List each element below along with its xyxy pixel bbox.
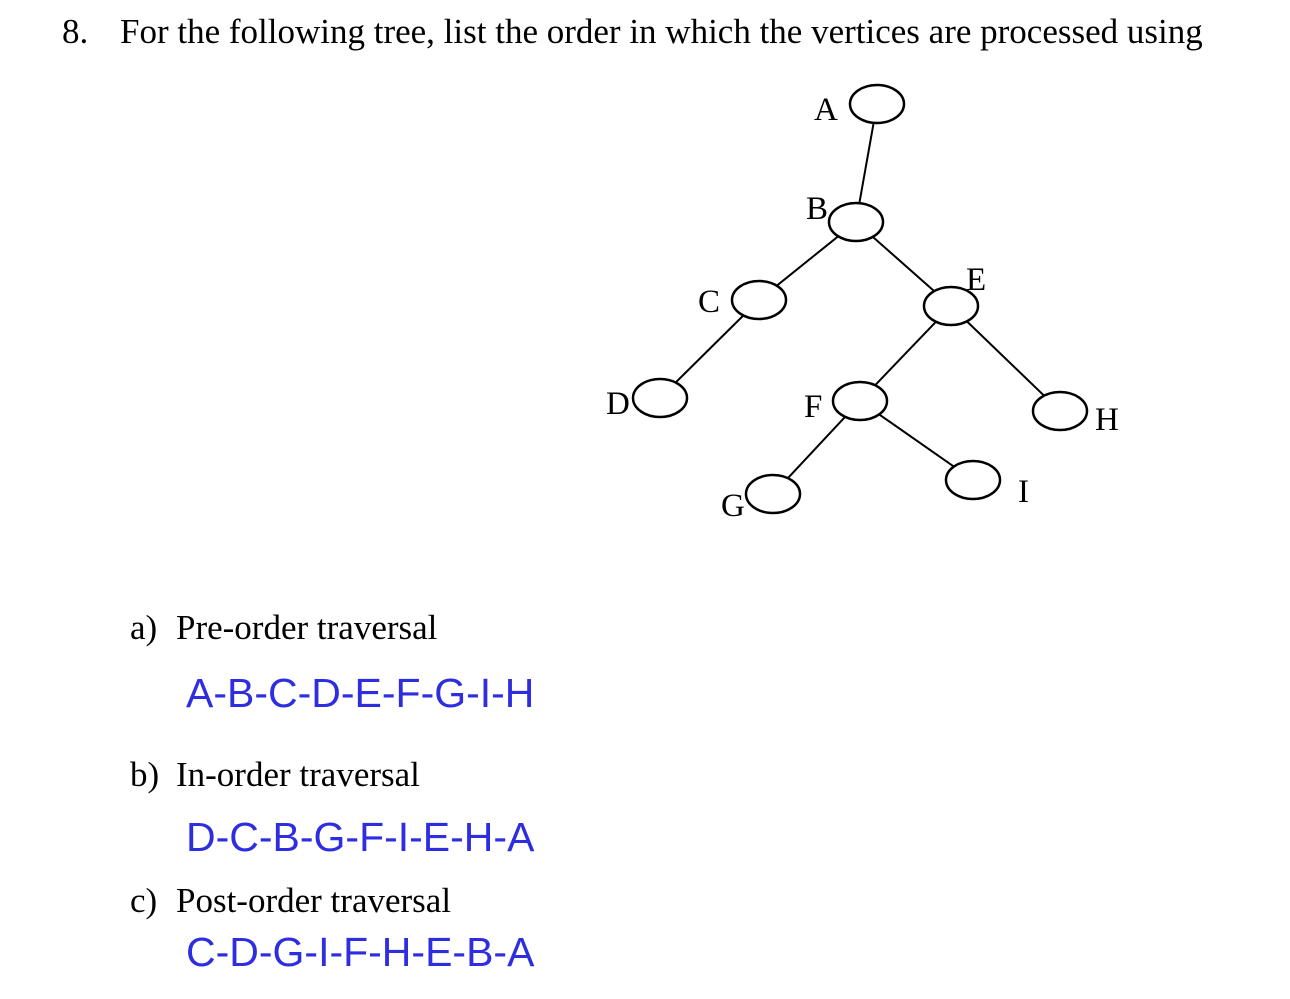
node-label-i: I <box>1018 474 1029 510</box>
part-a-text: Pre-order traversal <box>176 608 438 647</box>
edge-e-h <box>967 321 1044 395</box>
node-label-h: H <box>1095 402 1119 438</box>
edge-f-i <box>879 414 954 466</box>
question-text: For the following tree, list the order in which the vertices are processed using <box>120 12 1203 51</box>
part-c-text: Post-order traversal <box>176 881 452 920</box>
edge-a-b <box>859 123 873 203</box>
part-c-letter: c) <box>130 881 158 920</box>
node-i <box>946 461 1000 499</box>
edge-e-f <box>875 322 936 385</box>
node-h <box>1033 392 1087 430</box>
part-c-label <box>130 881 451 921</box>
part-a-label <box>130 608 437 648</box>
edge-b-e <box>873 237 934 291</box>
part-a-letter: a) <box>130 608 158 647</box>
node-label-b: B <box>806 191 829 227</box>
tree-labels <box>606 92 1119 524</box>
node-a <box>850 85 904 123</box>
node-label-e: E <box>966 262 987 298</box>
edge-b-c <box>777 236 838 285</box>
node-g <box>746 475 800 513</box>
node-c <box>732 281 786 319</box>
part-b-label <box>130 755 420 795</box>
part-c-answer: C-D-G-I-F-H-E-B-A <box>186 929 535 975</box>
edge-c-d <box>676 315 744 382</box>
node-label-c: C <box>698 284 721 320</box>
node-b <box>829 203 883 241</box>
part-a-answer: A-B-C-D-E-F-G-I-H <box>186 670 535 716</box>
part-b-letter: b) <box>130 755 160 794</box>
node-label-d: D <box>606 386 630 422</box>
node-label-a: A <box>814 92 838 128</box>
edge-f-g <box>788 417 845 478</box>
node-d <box>633 379 687 417</box>
node-f <box>833 382 887 420</box>
part-b-answer: D-C-B-G-F-I-E-H-A <box>186 814 535 860</box>
question-number: 8. <box>62 12 89 51</box>
part-b-text: In-order traversal <box>176 755 420 794</box>
node-label-g: G <box>721 488 745 524</box>
node-label-f: F <box>804 389 823 425</box>
